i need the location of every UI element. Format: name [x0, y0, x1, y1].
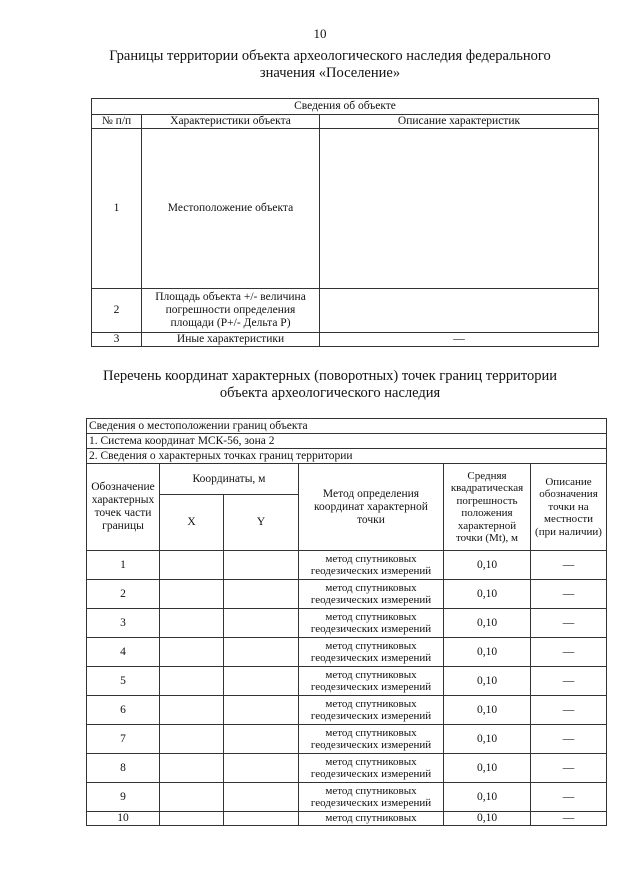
- point-error: 0,10: [444, 609, 531, 638]
- object-info-table: [91, 98, 599, 347]
- point-x: [160, 667, 224, 696]
- info-row: [87, 434, 607, 449]
- point-id: 2: [87, 580, 160, 609]
- point-description: —: [531, 638, 607, 667]
- point-method: метод спутниковых геодезических измерений: [299, 609, 444, 638]
- point-y: [224, 580, 299, 609]
- point-y: [224, 609, 299, 638]
- point-description: —: [531, 696, 607, 725]
- section1-title: Границы территории объекта археологического наследия федерального значения «Поселение»: [109, 48, 551, 81]
- point-id: 8: [87, 754, 160, 783]
- header-point-description: Описание обозначения точки на местности (при наличии): [531, 464, 607, 551]
- header-x: X: [160, 495, 224, 551]
- point-id: 7: [87, 725, 160, 754]
- table-row: [87, 667, 607, 696]
- point-method: метод спутниковых геодезических измерений: [299, 638, 444, 667]
- point-method: метод спутниковых геодезических измерений: [299, 696, 444, 725]
- point-y: [224, 725, 299, 754]
- point-x: [160, 696, 224, 725]
- point-description: —: [531, 783, 607, 812]
- header-description: Описание характеристик: [320, 115, 599, 129]
- row-num: 3: [92, 333, 142, 347]
- point-description: —: [531, 725, 607, 754]
- point-error: 0,10: [444, 754, 531, 783]
- row-characteristic: Местоположение объекта: [142, 129, 320, 289]
- point-id: 4: [87, 638, 160, 667]
- point-description: —: [531, 667, 607, 696]
- point-id: 10: [87, 812, 160, 826]
- table-row: [87, 783, 607, 812]
- header-num: № п/п: [92, 115, 142, 129]
- coordinates-table: [86, 418, 607, 826]
- points-body: [87, 551, 607, 826]
- page-number: 10: [313, 26, 327, 41]
- info-coordinate-system: 1. Система координат МСК-56, зона 2: [87, 434, 607, 449]
- table-header-row: [92, 115, 599, 129]
- point-x: [160, 551, 224, 580]
- point-x: [160, 580, 224, 609]
- point-method: метод спутниковых геодезических измерений: [299, 667, 444, 696]
- point-id: 9: [87, 783, 160, 812]
- row-num: 1: [92, 129, 142, 289]
- point-error: 0,10: [444, 783, 531, 812]
- point-method: метод спутниковых геодезических измерений: [299, 754, 444, 783]
- table-row: [87, 725, 607, 754]
- header-method: Метод определения координат характерной точки: [299, 464, 444, 551]
- info-characteristic-points: 2. Сведения о характерных точках границ территории: [87, 449, 607, 464]
- header-coordinates: Координаты, м: [160, 464, 299, 495]
- row-characteristic: Иные характеристики: [142, 333, 320, 347]
- row-description: —: [320, 333, 599, 347]
- table-row: [92, 333, 599, 347]
- row-description: [320, 289, 599, 333]
- point-y: [224, 812, 299, 826]
- point-method: метод спутниковых: [299, 812, 444, 826]
- point-method: метод спутниковых геодезических измерений: [299, 551, 444, 580]
- table-row: [87, 580, 607, 609]
- table-row: [87, 696, 607, 725]
- point-method: метод спутниковых геодезических измерений: [299, 725, 444, 754]
- table-caption-row: [92, 99, 599, 115]
- point-error: 0,10: [444, 725, 531, 754]
- point-y: [224, 696, 299, 725]
- point-x: [160, 725, 224, 754]
- point-x: [160, 638, 224, 667]
- row-num: 2: [92, 289, 142, 333]
- info-row: [87, 449, 607, 464]
- point-error: 0,10: [444, 638, 531, 667]
- point-id: 5: [87, 667, 160, 696]
- point-error: 0,10: [444, 551, 531, 580]
- point-x: [160, 783, 224, 812]
- point-y: [224, 783, 299, 812]
- header-error: Средняя квадратическая погрешность положения характерной точки (Мt), м: [444, 464, 531, 551]
- table-header-row: [87, 464, 607, 495]
- point-description: —: [531, 551, 607, 580]
- header-y: Y: [224, 495, 299, 551]
- point-x: [160, 754, 224, 783]
- point-id: 1: [87, 551, 160, 580]
- table-row: [87, 551, 607, 580]
- point-x: [160, 812, 224, 826]
- point-y: [224, 638, 299, 667]
- table-row: [87, 609, 607, 638]
- table-row: [87, 638, 607, 667]
- point-error: 0,10: [444, 696, 531, 725]
- header-designation: Обозначение характерных точек части границы: [87, 464, 160, 551]
- info-location: Сведения о местоположении границ объекта: [87, 419, 607, 434]
- point-method: метод спутниковых геодезических измерений: [299, 783, 444, 812]
- point-x: [160, 609, 224, 638]
- point-description: —: [531, 812, 607, 826]
- point-id: 6: [87, 696, 160, 725]
- point-error: 0,10: [444, 667, 531, 696]
- point-description: —: [531, 754, 607, 783]
- row-description: [320, 129, 599, 289]
- info-row: [87, 419, 607, 434]
- table-row: [87, 754, 607, 783]
- point-method: метод спутниковых геодезических измерений: [299, 580, 444, 609]
- point-id: 3: [87, 609, 160, 638]
- table-row: [92, 289, 599, 333]
- point-y: [224, 754, 299, 783]
- point-description: —: [531, 580, 607, 609]
- point-error: 0,10: [444, 580, 531, 609]
- table-row: [92, 129, 599, 289]
- point-description: —: [531, 609, 607, 638]
- point-y: [224, 551, 299, 580]
- section2-title: Перечень координат характерных (поворотных) точек границ территории объекта археологического наследия: [102, 368, 558, 401]
- header-characteristic: Характеристики объекта: [142, 115, 320, 129]
- point-error: 0,10: [444, 812, 531, 826]
- row-characteristic: Площадь объекта +/- величина погрешности определения площади (Р+/- Дельта Р): [142, 289, 320, 333]
- point-y: [224, 667, 299, 696]
- object-info-caption: Сведения об объекте: [92, 99, 599, 115]
- table-row: [87, 812, 607, 826]
